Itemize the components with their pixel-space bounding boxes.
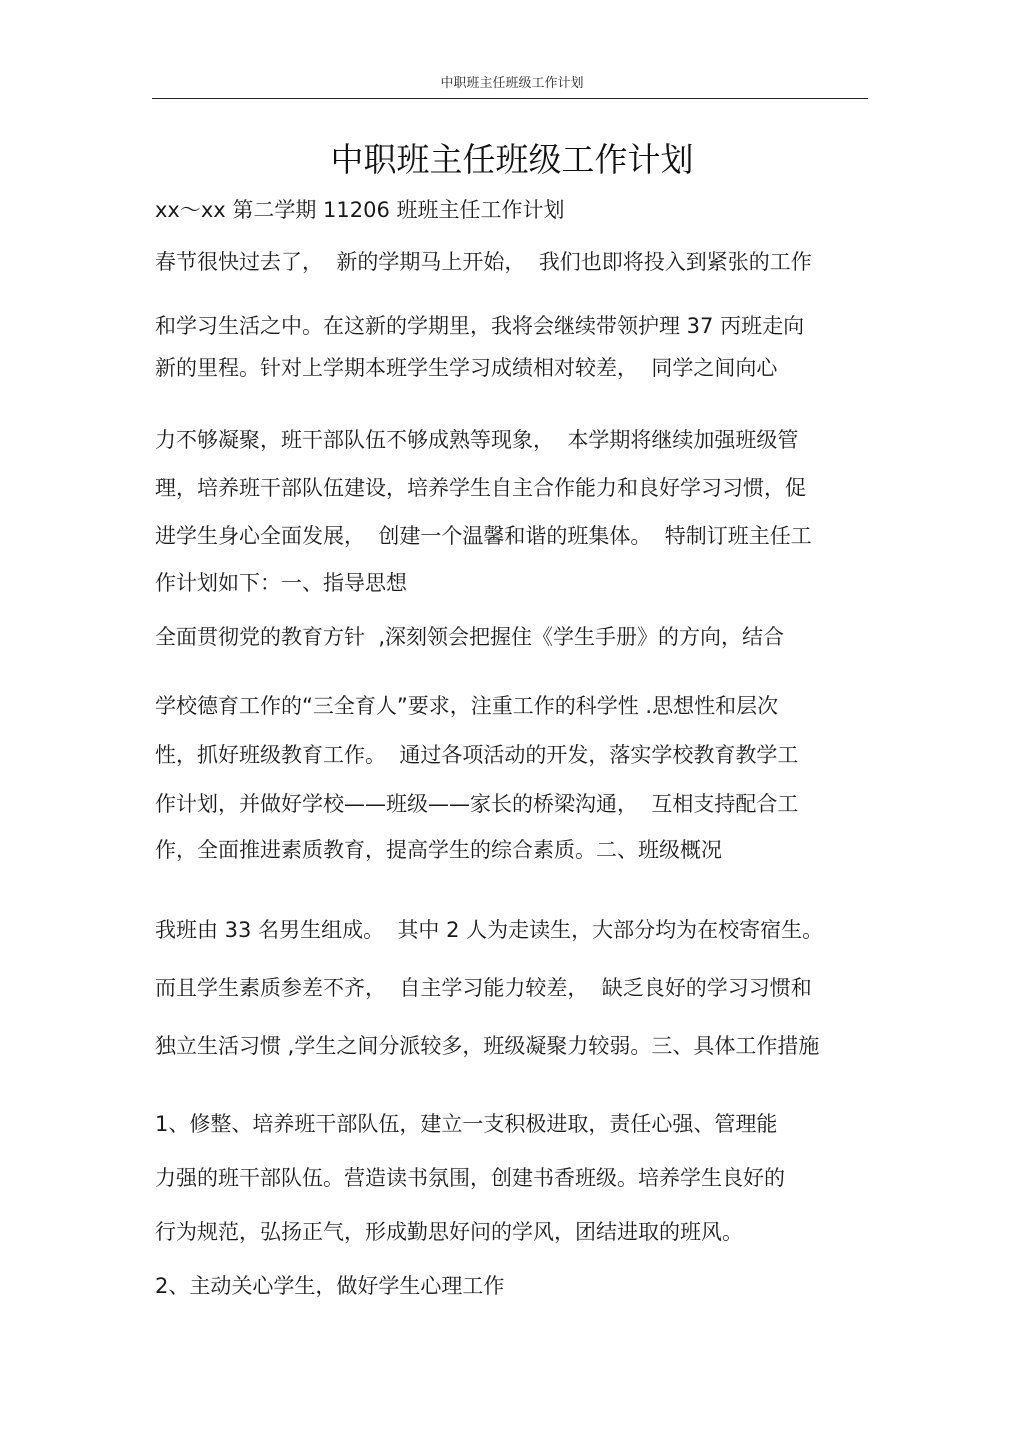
running-header: 中职班主任班级工作计划 xyxy=(440,76,584,91)
body-line: 作，全面推进素质教育，提高学生的综合素质。二、班级概况 xyxy=(155,838,722,862)
body-line: 而且学生素质参差不齐， 自主学习能力较差， 缺乏良好的学习习惯和 xyxy=(155,976,812,1000)
list-item-line: 1、修整、培养班干部队伍，建立一支积极进取，责任心强、管理能 xyxy=(155,1112,778,1136)
body-line: 进学生身心全面发展， 创建一个温馨和谐的班集体。 特制订班主任工 xyxy=(155,524,812,548)
body-line: 理，培养班干部队伍建设，培养学生自主合作能力和良好学习习惯，促 xyxy=(155,476,806,500)
body-line: 独立生活习惯 ,学生之间分派较多，班级凝聚力较弱。三、具体工作措施 xyxy=(155,1034,820,1058)
list-item-line: 行为规范，弘扬正气，形成勤思好问的学风，团结进取的班风。 xyxy=(155,1220,743,1244)
body-line: 全面贯彻党的教育方针 ,深刻领会把握住《学生手册》的方向，结合 xyxy=(155,625,785,649)
body-line: 学校德育工作的“三全育人”要求，注重工作的科学性 .思想性和层次 xyxy=(155,694,779,718)
body-line: 春节很快过去了， 新的学期马上开始， 我们也即将投入到紧张的工作 xyxy=(155,250,812,274)
body-line: 我班由 33 名男生组成。 其中 2 人为走读生，大部分均为在校寄宿生。 xyxy=(155,918,824,942)
header-divider xyxy=(152,98,868,99)
list-item-line: 2、主动关心学生，做好学生心理工作 xyxy=(155,1274,505,1298)
document-title: 中职班主任班级工作计划 xyxy=(330,140,694,179)
subtitle-line: xx～xx 第二学期 11206 班班主任工作计划 xyxy=(155,198,565,222)
section-heading-line: 作计划如下：一、指导思想 xyxy=(155,571,407,595)
body-line: 力不够凝聚，班干部队伍不够成熟等现象， 本学期将继续加强班级管 xyxy=(155,428,799,452)
list-item-line: 力强的班干部队伍。营造读书氛围，创建书香班级。培养学生良好的 xyxy=(155,1166,785,1190)
body-line: 新的里程。针对上学期本班学生学习成绩相对较差， 同学之间向心 xyxy=(155,356,778,380)
body-line: 性，抓好班级教育工作。 通过各项活动的开发，落实学校教育教学工 xyxy=(155,743,799,767)
body-line: 作计划，并做好学校——班级——家长的桥梁沟通， 互相支持配合工 xyxy=(155,792,799,816)
body-line: 和学习生活之中。在这新的学期里，我将会继续带领护理 37 丙班走向 xyxy=(155,314,805,338)
